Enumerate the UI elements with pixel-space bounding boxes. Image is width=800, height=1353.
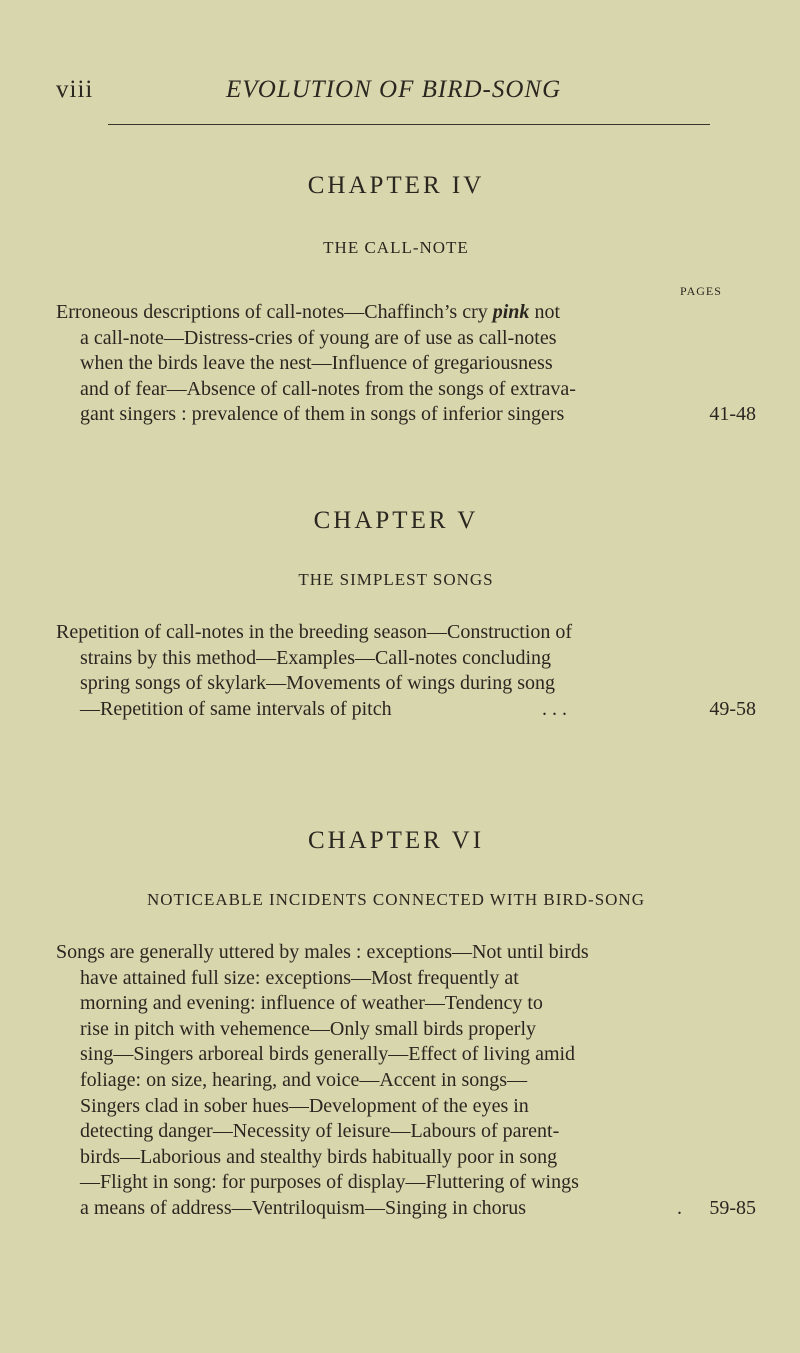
- dot-leader: .: [677, 1196, 682, 1219]
- summary-line: a call-note—Distress-cries of young are of use as call-notes: [80, 326, 557, 349]
- summary-line: —Repetition of same intervals of pitch . . . 49-58: [56, 697, 756, 723]
- summary-line: a means of address—Ventriloquism—Singing in chorus . 59-85: [56, 1196, 756, 1222]
- summary-line: Erroneous descriptions of call-notes—Chaffinch’s cry pink not: [56, 301, 560, 323]
- running-title: EVOLUTION OF BIRD-SONG: [226, 76, 562, 103]
- summary-line: —Flight in song: for purposes of display—Fluttering of wings: [80, 1171, 579, 1194]
- chapter-summary: [56, 300, 756, 428]
- summary-line: and of fear—Absence of call-notes from the songs of extrava-: [80, 377, 576, 400]
- summary-line: spring songs of skylark—Movements of wings during song: [80, 672, 555, 695]
- running-head: [56, 76, 716, 110]
- chapter-subtitle: NOTICEABLE INCIDENTS CONNECTED WITH BIRD-SONG: [147, 890, 645, 909]
- summary-line: have attained full size: exceptions—Most frequently at: [80, 966, 519, 989]
- summary-line: Singers clad in sober hues—Development of the eyes in: [80, 1094, 529, 1117]
- summary-line: sing—Singers arboreal birds generally—Effect of living amid: [80, 1043, 576, 1066]
- header-rule: [108, 124, 710, 125]
- summary-line: foliage: on size, hearing, and voice—Accent in songs—: [80, 1068, 528, 1091]
- summary-line: Repetition of call-notes in the breeding season—Construction of: [56, 621, 572, 643]
- page-range: 49-58: [709, 697, 756, 720]
- folio: viii: [56, 76, 94, 103]
- chapter-summary: [56, 940, 756, 1222]
- chapter-title: CHAPTER VI: [307, 827, 485, 854]
- summary-line: when the birds leave the nest—Influence of gregariousness: [80, 352, 553, 375]
- summary-line: detecting danger—Necessity of leisure—Labours of parent-: [80, 1120, 560, 1143]
- summary-line: birds—Laborious and stealthy birds habitually poor in song: [80, 1145, 558, 1168]
- dot-leader: . . .: [542, 697, 567, 720]
- italic-word: pink: [492, 301, 530, 323]
- summary-line: morning and evening: influence of weather—Tendency to: [80, 992, 543, 1015]
- page-range: 41-48: [709, 403, 756, 426]
- summary-line: Songs are generally uttered by males : exceptions—Not until birds: [56, 941, 589, 963]
- chapter-title: CHAPTER IV: [307, 172, 485, 199]
- pages-column-label: PAGES: [680, 284, 722, 298]
- chapter-title: CHAPTER V: [313, 507, 479, 534]
- chapter-subtitle: THE SIMPLEST SONGS: [298, 570, 494, 589]
- summary-line: gant singers : prevalence of them in songs of inferior singers 41-48: [56, 402, 756, 428]
- summary-line: strains by this method—Examples—Call-notes concluding: [80, 646, 552, 669]
- page-range: 59-85: [709, 1196, 756, 1219]
- summary-line: rise in pitch with vehemence—Only small birds properly: [80, 1017, 537, 1040]
- chapter-subtitle: THE CALL-NOTE: [323, 238, 469, 257]
- chapter-summary: [56, 620, 756, 722]
